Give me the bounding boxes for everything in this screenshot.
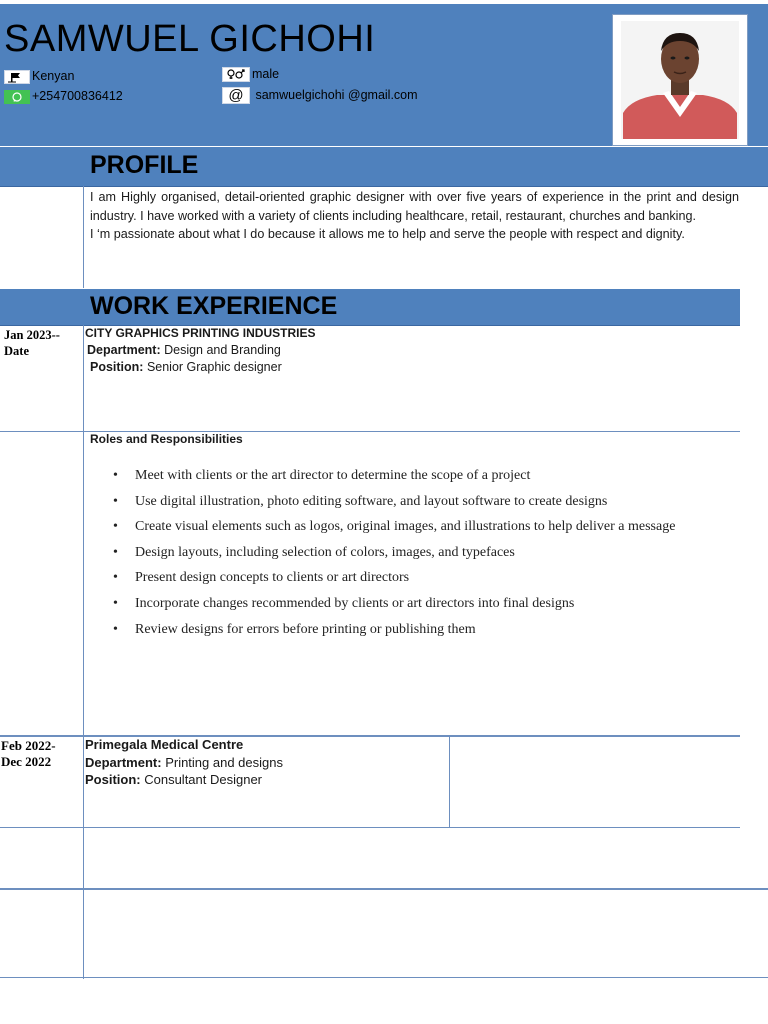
- list-item: • Use digital illustration, photo editing software, and layout software to create designs: [113, 492, 675, 518]
- profile-photo-frame: [612, 14, 748, 146]
- position-label: Position:: [90, 360, 144, 374]
- department-label: Department:: [85, 754, 162, 770]
- nationality-row: [4, 68, 74, 84]
- gender-text: male: [252, 67, 280, 81]
- column-divider: [449, 736, 450, 827]
- row-divider: [0, 977, 768, 978]
- profile-paragraph: I am Highly organised, detail-oriented graphic designer with over five years of experience in the print and design industry. I have worked with a variety of clients including healthcare, retail, restaurant, churches and banking.: [90, 190, 739, 223]
- nationality-text: Kenyan: [32, 69, 75, 83]
- job-date: [4, 327, 60, 359]
- whatsapp-icon: [4, 90, 30, 104]
- column-divider: [83, 186, 84, 288]
- list-item: • Meet with clients or the art director to determine the scope of a project: [113, 466, 675, 492]
- job-date-end: Date: [4, 344, 29, 358]
- position-value: Senior Graphic designer: [143, 360, 282, 374]
- resume-header: [0, 4, 768, 146]
- work-experience-heading: WORK EXPERIENCE: [90, 292, 338, 320]
- list-item: • Incorporate changes recommended by clients or art directors into final designs: [113, 594, 675, 620]
- job-date: [1, 738, 56, 770]
- job-department: [85, 754, 283, 772]
- job-department: [85, 342, 315, 359]
- department-value: Design and Branding: [160, 343, 281, 357]
- job-entry: [85, 325, 315, 376]
- roles-title: Roles and Responsibilities: [90, 432, 243, 446]
- department-value: Printing and designs: [161, 754, 283, 770]
- position-value: Consultant Designer: [140, 772, 263, 787]
- job-entry: [85, 736, 283, 789]
- list-item: • Present design concepts to clients or art directors: [113, 568, 675, 594]
- list-item: • Review designs for errors before printing or publishing them: [113, 620, 675, 646]
- gender-row: [222, 66, 279, 82]
- email-text: samwuelgichohi @gmail.com: [255, 88, 418, 102]
- column-divider: [83, 325, 84, 979]
- phone-text: +254700836412: [32, 89, 123, 103]
- job-date-end: Dec 2022: [1, 754, 52, 769]
- profile-photo: [621, 21, 739, 139]
- row-divider: [0, 888, 768, 890]
- profile-section-header: [0, 147, 768, 187]
- department-label: Department:: [87, 343, 161, 357]
- job-company: Primegala Medical Centre: [85, 737, 244, 752]
- work-experience-section-header: [0, 289, 740, 326]
- position-label: Position:: [85, 772, 141, 787]
- job-date-start: Jan 2023--: [4, 328, 60, 342]
- job-date-start: Feb 2022-: [1, 738, 56, 753]
- email-row: [222, 87, 418, 104]
- job-position: [85, 771, 283, 789]
- candidate-name: SAMWUEL GICHOHI: [4, 18, 376, 60]
- job-position: [85, 359, 315, 376]
- gender-icon: [222, 67, 250, 82]
- at-icon: @: [222, 87, 250, 104]
- job-company: CITY GRAPHICS PRINTING INDUSTRIES: [85, 326, 316, 340]
- phone-row: [4, 88, 123, 104]
- list-item: • Design layouts, including selection of colors, images, and typefaces: [113, 543, 675, 569]
- roles-list: [113, 466, 675, 645]
- flag-icon: [4, 70, 30, 84]
- row-divider: [0, 827, 740, 828]
- profile-heading: PROFILE: [90, 151, 199, 179]
- list-item: • Create visual elements such as logos, original images, and illustrations to help deliver a message: [113, 517, 675, 543]
- profile-paragraph: I ‘m passionate about what I do because it allows me to help and serve the people with respect and dignity.: [90, 227, 685, 241]
- profile-summary: [90, 188, 739, 244]
